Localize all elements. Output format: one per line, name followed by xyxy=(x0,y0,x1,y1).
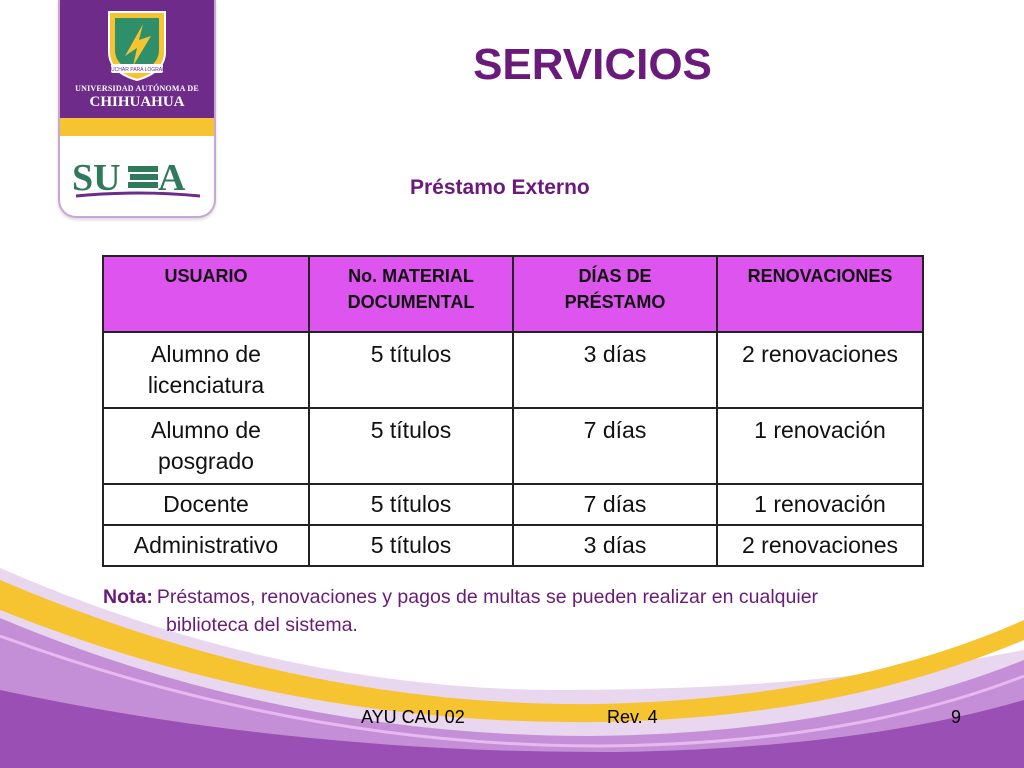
table-row xyxy=(103,484,923,525)
header-renovaciones: RENOVACIONES xyxy=(717,256,923,332)
university-name-line1: UNIVERSIDAD AUTÓNOMA DE xyxy=(75,84,199,93)
external-loan-table xyxy=(102,255,924,567)
table-header-row xyxy=(103,256,923,332)
note-text-line1: Préstamos, renovaciones y pagos de multas se pueden realizar en cualquier xyxy=(156,586,819,608)
page-number: 9 xyxy=(951,707,962,727)
footnote xyxy=(103,583,963,639)
table-row xyxy=(103,332,923,408)
cell-usuario: Administrativo xyxy=(103,525,309,566)
cell-dias: 7 días xyxy=(513,408,717,484)
suba-logo xyxy=(72,150,204,202)
cell-material: 5 títulos xyxy=(309,484,513,525)
cell-material: 5 títulos xyxy=(309,408,513,484)
cell-renovaciones: 2 renovaciones xyxy=(717,332,923,408)
header-usuario: USUARIO xyxy=(103,256,309,332)
logo-yellow-stripe xyxy=(60,118,214,136)
university-name-line2: CHIHUAHUA xyxy=(89,94,185,110)
cell-material: 5 títulos xyxy=(309,525,513,566)
cell-material: 5 títulos xyxy=(309,332,513,408)
svg-text:SU: SU xyxy=(72,157,121,199)
cell-renovaciones: 1 renovación xyxy=(717,408,923,484)
document-code: AYU CAU 02 xyxy=(361,707,465,727)
page-title: SERVICIOS xyxy=(473,40,712,89)
table-row xyxy=(103,408,923,484)
revision-label: Rev. 4 xyxy=(607,707,658,727)
note-text-line2: biblioteca del sistema. xyxy=(166,614,358,636)
cell-usuario: Docente xyxy=(103,484,309,525)
header-material: No. MATERIAL DOCUMENTAL xyxy=(309,256,513,332)
cell-dias: 7 días xyxy=(513,484,717,525)
svg-text:LUCHAR PARA LOGRAR: LUCHAR PARA LOGRAR xyxy=(108,67,166,73)
cell-usuario: Alumno de licenciatura xyxy=(103,332,309,408)
note-label: Nota: xyxy=(103,586,153,608)
university-seal-icon xyxy=(103,6,171,84)
cell-usuario: Alumno de posgrado xyxy=(103,408,309,484)
cell-dias: 3 días xyxy=(513,525,717,566)
section-subtitle: Préstamo Externo xyxy=(410,176,590,199)
university-logo-panel xyxy=(58,0,216,218)
cell-renovaciones: 1 renovación xyxy=(717,484,923,525)
cell-renovaciones: 2 renovaciones xyxy=(717,525,923,566)
decorative-waves xyxy=(0,540,1024,768)
header-dias: DÍAS DE PRÉSTAMO xyxy=(513,256,717,332)
cell-dias: 3 días xyxy=(513,332,717,408)
svg-text:A: A xyxy=(158,157,186,199)
